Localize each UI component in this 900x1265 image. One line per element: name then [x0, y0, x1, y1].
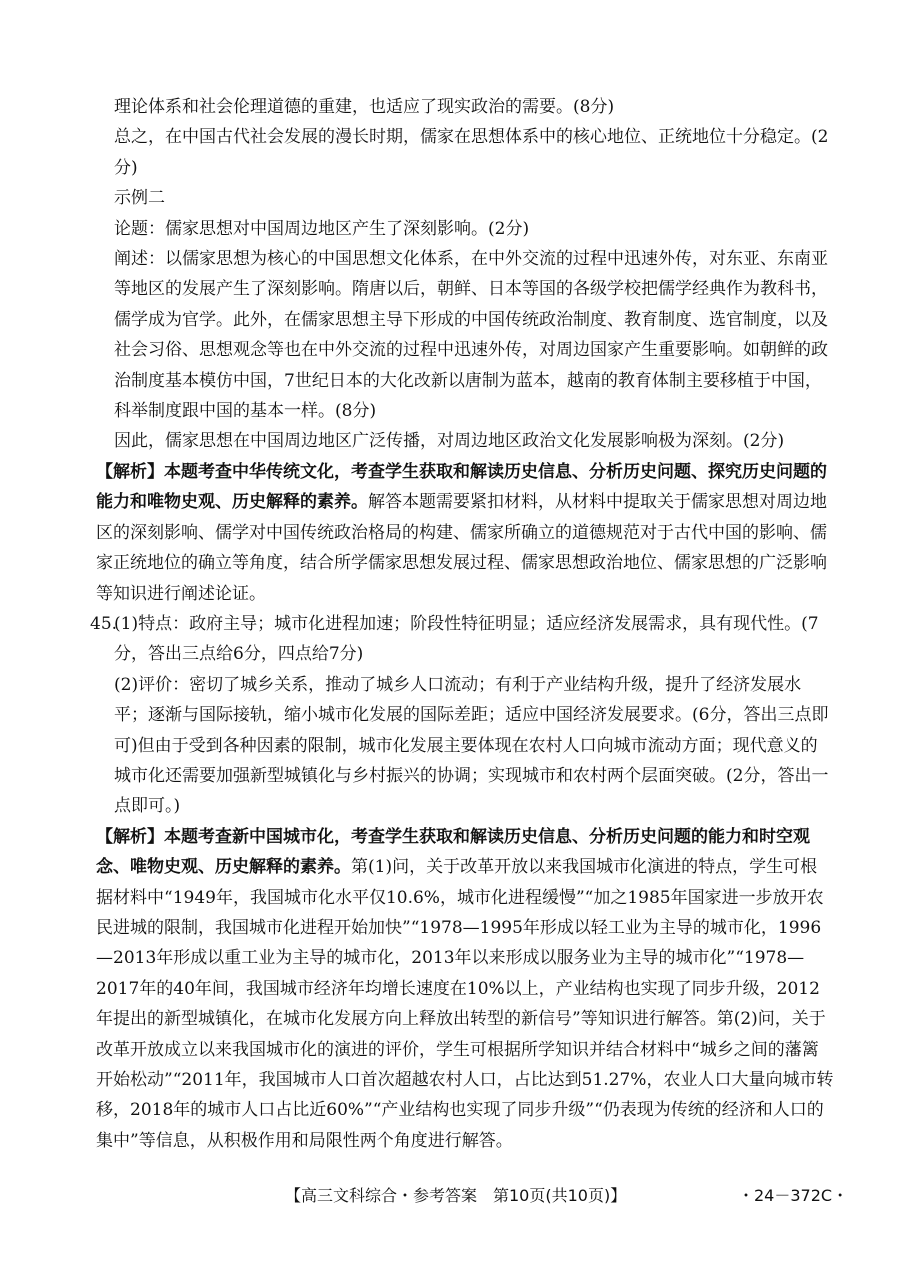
footer-code: ・24－372C・	[738, 1186, 849, 1205]
analysis-body-text: 第(1)问，关于改革开放以来我国城市化演进的特点，学生可根据材料中“1949年，我国城市化水平仅10.6%，城市化进程缓慢”“加之1985年国家进一步放开农民进城的限制，我国城市化进程开始加快”“1978—1995年形成以轻工业为主导的城市化，1996—2013年形成以重工业为主导的城市化，2013年以来形成以服务业为主导的城市化”“1978—2017年的40年间，我国城市经济年均增长速度在10%以上，产业结构也实现了同步升级，2012年提出的新型城镇化，在城市化发展方向上释放出转型的新信号”等知识进行解答。第(2)问，关于改革开放成立以来我国城市化的演进的评价，学生可根据所学知识并结合材料中“城乡之间的藩篱开始松动”“2011年，我国城市人口首次超越农村人口，占比达到51.27%，农业人口大量向城市转移，2018年的城市人口占比近60%”“产业结构也实现了同步升级”“仍表现为传统的经济和人口的集中”等信息，从积极作用和局限性两个角度进行解答。	[96, 857, 834, 1151]
answer-content	[90, 92, 834, 1156]
analysis-tag: 【解析】	[96, 826, 164, 847]
page-footer	[0, 1183, 900, 1213]
thesis-line: 论题：儒家思想对中国周边地区产生了深刻影响。(2分)	[114, 218, 530, 239]
footer-title: 【高三文科综合・参考答案 第10页(共10页)】	[285, 1186, 627, 1205]
analysis-paragraph-45	[96, 822, 834, 1156]
analysis-bold-text: 本题考查新中国城市化，考查学生获取和解读历史信息、分析历史问题的能力和时空观念、唯物史观、历史解释的素养。	[96, 826, 810, 878]
paragraph-summary: 总之，在中国古代社会发展的漫长时期，儒家在思想体系中的核心地位、正统地位十分稳定。(2分)	[114, 127, 829, 178]
paragraph-line-1: 理论体系和社会伦理道德的重建，也适应了现实政治的需要。(8分)	[114, 97, 615, 117]
analysis-body-text: 解答本题需要紧扣材料，从材料中提取关于儒家思想对周边地区的深刻影响、儒学对中国传统政治格局的构建、儒家所确立的道德规范对于古代中国的影响、儒家正统地位的确立等角度，结合所学儒家思想发展过程、儒家思想政治地位、儒家思想的广泛影响等知识进行阐述论证。	[96, 492, 827, 604]
q45-part-2: (2)评价：密切了城乡关系，推动了城乡人口流动；有利于产业结构升级，提升了经济发展水平；逐渐与国际接轨，缩小城市化发展的国际差距；适应中国经济发展要求。(6分，答出三点即可)但由于受到各种因素的限制，城市化发展主要体现在农村人口向城市流动方面；现代意义的城市化还需要加强新型城镇化与乡村振兴的协调；实现城市和农村两个层面突破。(2分，答出一点即可。)	[114, 674, 829, 817]
question-number: 45.	[90, 613, 118, 634]
question-45	[90, 609, 834, 822]
analysis-paragraph-44	[96, 457, 834, 609]
analysis-bold-text: 本题考查中华传统文化，考查学生获取和解读历史信息、分析历史问题、探究历史问题的能力和唯物史观、历史解释的素养。	[96, 461, 827, 513]
analysis-tag: 【解析】	[96, 461, 164, 482]
conclusion-line: 因此，儒家思想在中国周边地区广泛传播，对周边地区政治文化发展影响极为深刻。(2分)	[114, 431, 785, 452]
elaboration-paragraph: 阐述：以儒家思想为核心的中国思想文化体系，在中外交流的过程中迅速外传，对东亚、东南亚等地区的发展产生了深刻影响。隋唐以后，朝鲜、日本等国的各级学校把儒学经典作为教科书，儒学成为官学。此外，在儒家思想主导下形成的中国传统政治制度、教育制度、选官制度，以及社会习俗、思想观念等也在中外交流的过程中迅速外传，对周边国家产生重要影响。如朝鲜的政治制度基本模仿中国，7世纪日本的大化改新以唐制为蓝本，越南的教育体制主要移植于中国，科举制度跟中国的基本一样。(8分)	[114, 249, 828, 422]
example-2-title: 示例二	[114, 188, 165, 209]
q45-part-1: (1)特点：政府主导；城市化进程加速；阶段性特征明显；适应经济发展需求，具有现代性。(7分，答出三点给6分，四点给7分)	[114, 613, 819, 665]
